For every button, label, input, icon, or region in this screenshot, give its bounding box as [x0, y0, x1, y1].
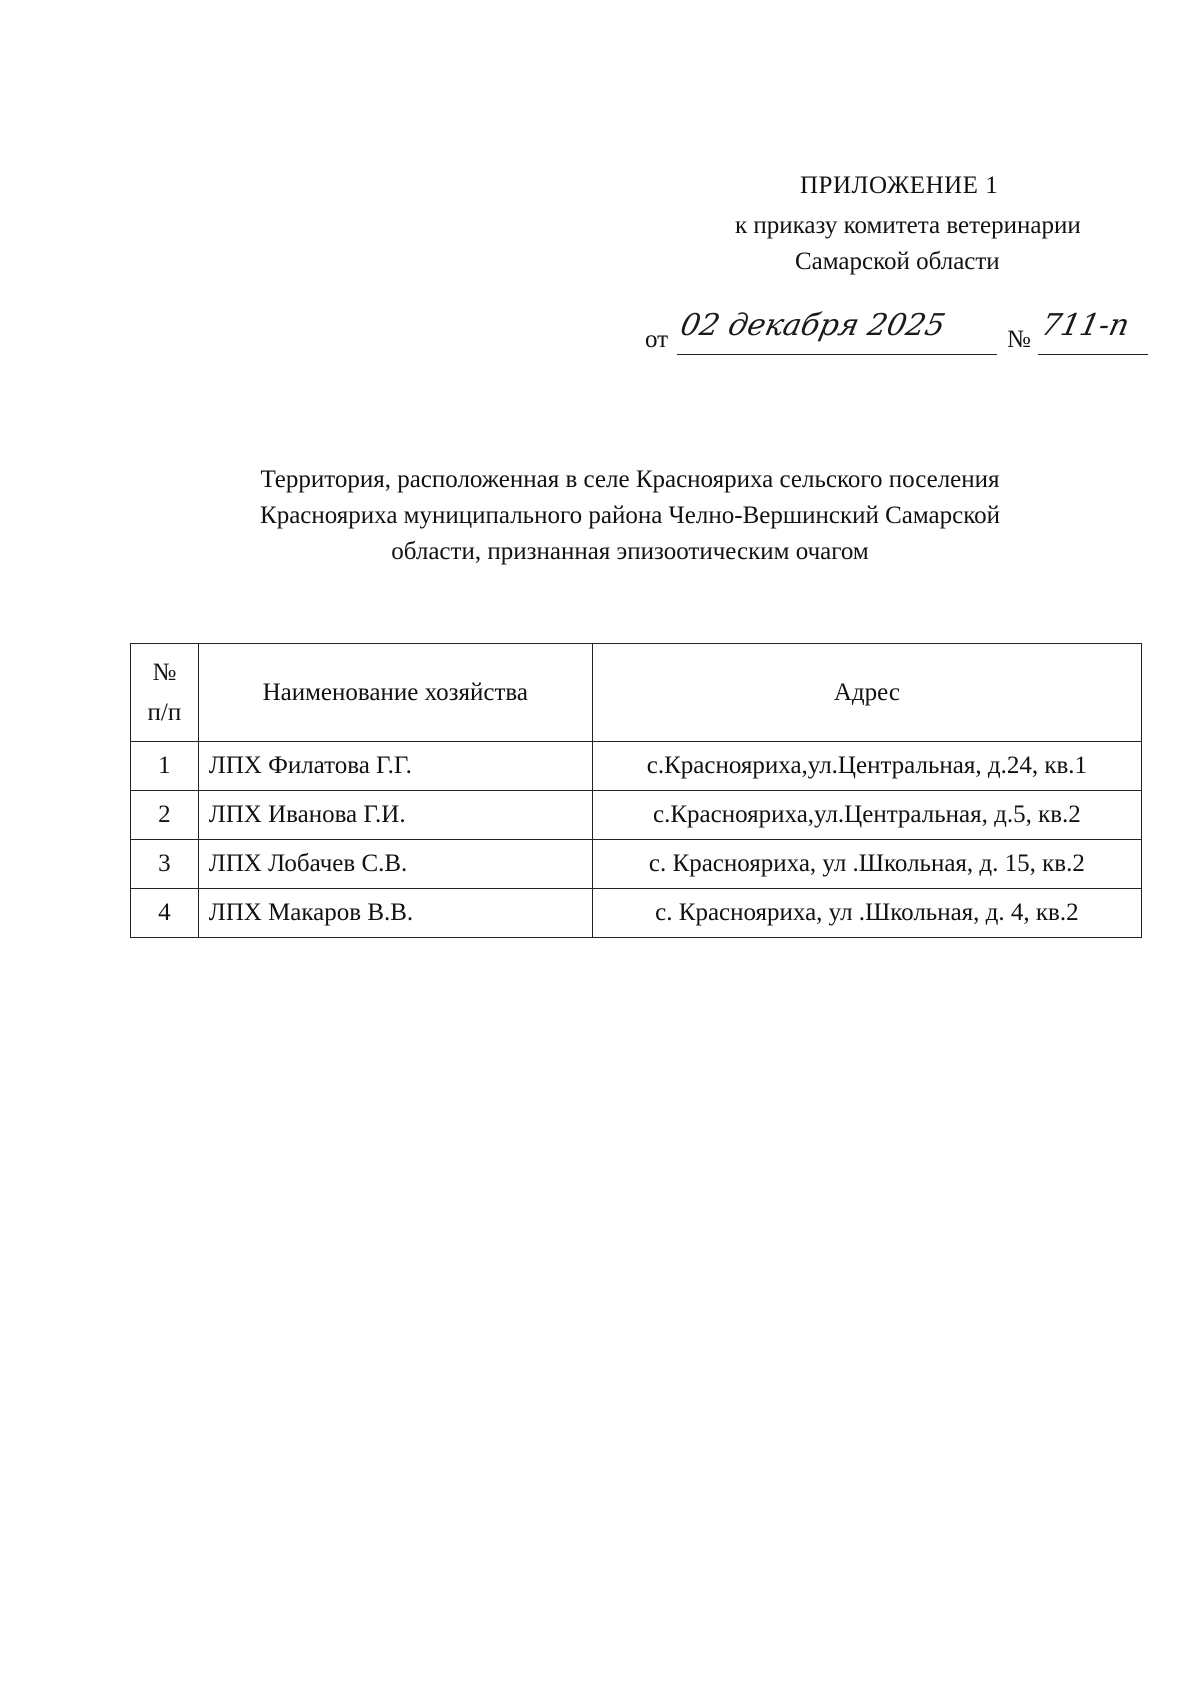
row-farm-name: ЛПХ Филатова Г.Г. [198, 742, 592, 791]
order-date-field [677, 308, 997, 355]
farms-table [130, 643, 1142, 938]
row-address: с.Краснояриха,ул.Центральная, д.24, кв.1 [592, 742, 1141, 791]
table-header-row [131, 644, 1142, 742]
row-farm-name: ЛПХ Иванова Г.И. [198, 791, 592, 840]
row-number: 1 [131, 742, 199, 791]
header-farm-name: Наименование хозяйства [198, 644, 592, 742]
table-row [131, 742, 1142, 791]
appendix-region-line: Самарской области [795, 248, 1000, 275]
date-prefix: от [645, 326, 669, 353]
order-number-field [1038, 308, 1148, 355]
header-number [131, 644, 199, 742]
heading-line-1: Территория, расположенная в селе Краснояриха сельского поселения [260, 466, 1000, 493]
header-number-sign: № [152, 658, 177, 686]
row-farm-name: ЛПХ Лобачев С.В. [198, 840, 592, 889]
appendix-order-line: к приказу комитета ветеринарии [735, 212, 1081, 239]
row-address: с. Краснояриха, ул .Школьная, д. 15, кв.2 [592, 840, 1141, 889]
heading-line-3: области, признанная эпизоотическим очагом [391, 538, 869, 565]
row-number: 3 [131, 840, 199, 889]
row-farm-name: ЛПХ Макаров В.В. [198, 889, 592, 938]
heading-line-2: Краснояриха муниципального района Челно-Вершинский Самарской [260, 502, 1000, 529]
table-row [131, 840, 1142, 889]
table-row [131, 889, 1142, 938]
row-address: с. Краснояриха, ул .Школьная, д. 4, кв.2 [592, 889, 1141, 938]
row-number: 2 [131, 791, 199, 840]
row-address: с.Краснояриха,ул.Центральная, д.5, кв.2 [592, 791, 1141, 840]
appendix-title: ПРИЛОЖЕНИЕ 1 [800, 172, 999, 199]
order-number-handwritten: 711-п [1038, 308, 1133, 343]
header-number-pp: п/п [147, 698, 182, 726]
row-number: 4 [131, 889, 199, 938]
order-reference [645, 308, 1145, 362]
header-address: Адрес [592, 644, 1141, 742]
order-date-handwritten: 02 декабря 2025 [677, 308, 949, 343]
territory-heading [130, 462, 1130, 570]
table-row [131, 791, 1142, 840]
number-sign: № [1007, 326, 1031, 353]
